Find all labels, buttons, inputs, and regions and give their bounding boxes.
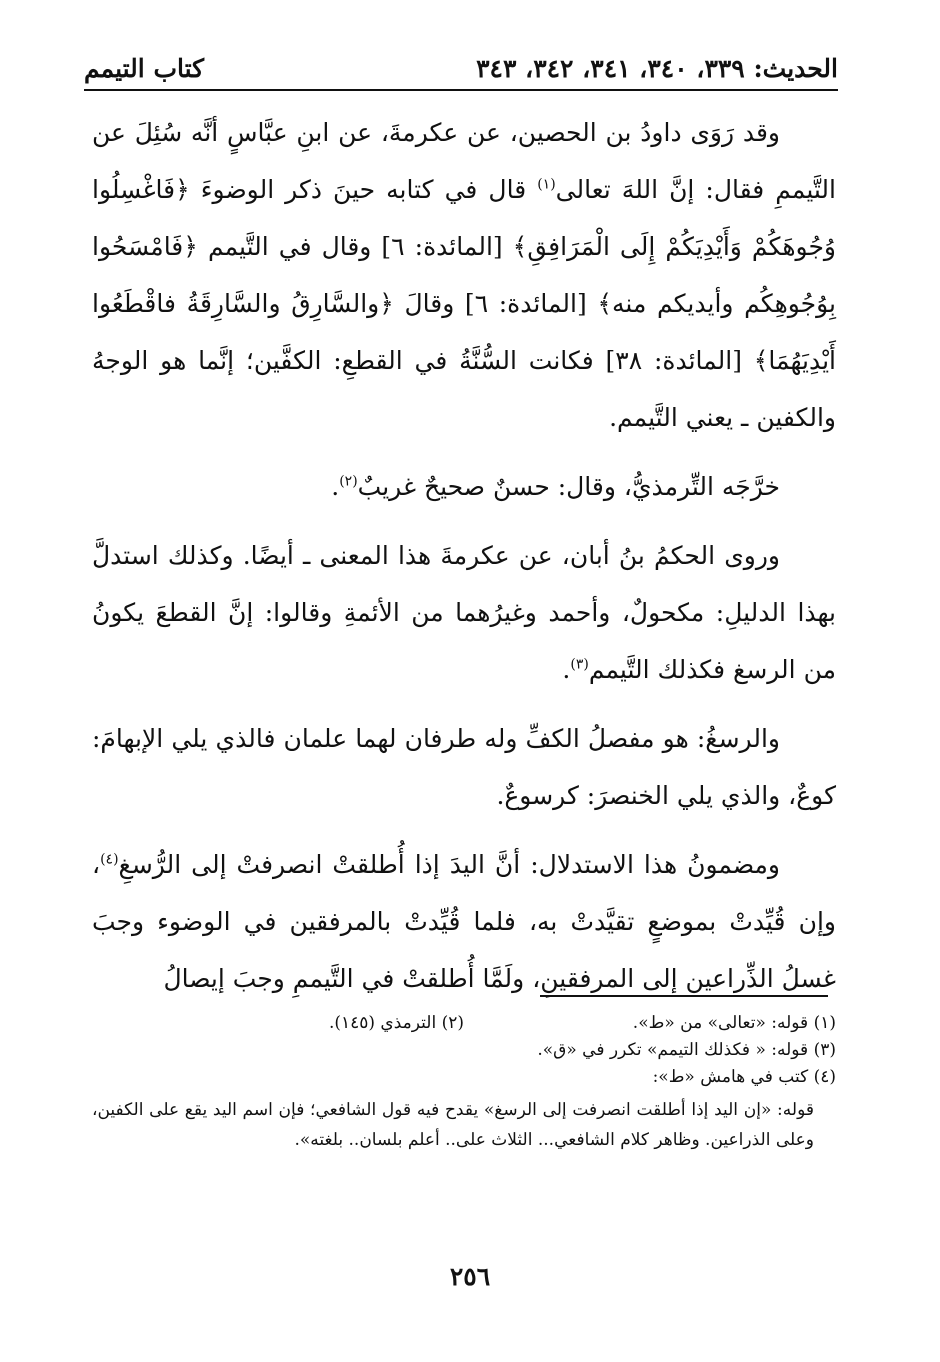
paragraph-text: ، وإن قُيِّدتْ بموضعٍ تقيَّدتْ به، فلما قُيِّدتْ بالمرفقين في الوضوء وجبَ غسلُ الذِّراعين إلى المرفقينِ، ولَمَّا أُطلقتْ في التَّيممِ وجبَ إيصالُ: [92, 850, 836, 993]
paragraph: [92, 458, 836, 515]
paragraph-text: قال في كتابه حينَ ذكر الوضوءَ ﴿فَاغْسِلُوا وُجُوهَكُمْ وَأَيْدِيَكُمْ إِلَى الْمَرَافِقِ﴾ [المائدة: ٦] وقال في التَّيمم ﴿فَامْسَحُوا بِوُجُوهِكُم وأيديكم منه﴾ [المائدة: ٦] وقالَ ﴿والسَّارِقُ والسَّارِقَةُ فاقْطَعُوا أَيْدِيَهُمَا﴾ [المائدة: ٣٨] فكانت السُّنَّةُ في القطعِ: الكفَّين؛ إنَّما هو الوجهُ والكفين ـ يعني التَّيمم.: [92, 175, 836, 432]
paragraph-text: وروى الحكمُ بنُ أبان، عن عكرمةَ هذا المعنى ـ أيضًا. وكذلك استدلَّ بهذا الدليلِ: مكحولٌ، وأحمد وغيرُهما من الأئمةِ وقالوا: إنَّ القطعَ يكونُ من الرسغ فكذلك التَّيمم: [92, 541, 836, 684]
footnote-1: (١) قوله: «تعالى» من «ط».: [632, 1013, 836, 1033]
footnote-4-note: قوله: «إن اليد إذا أطلقت انصرفت إلى الرسغ» يقدح فيه قول الشافعي؛ فإن اسم اليد يقع على الكفين، وعلى الذراعين. وظاهر كلام الشافعي... الثلاث على.. أعلم بلسان.. بلغته».: [92, 1100, 814, 1150]
paragraph-text: .: [562, 655, 571, 684]
paragraph-text: ومضمونُ هذا الاستدلال: أنَّ اليدَ إذا أُطلقتْ انصرفتْ إلى الرُّسغِ: [118, 850, 780, 879]
footnotes: [92, 1010, 836, 1155]
footnote-2: (٢) الترمذي (١٤٥).: [328, 1013, 464, 1033]
book-title: كتاب التيمم: [84, 54, 205, 83]
main-text: [92, 104, 836, 1007]
paragraph-text: وقد رَوَى داودُ بن الحصين، عن عكرمةَ، عن ابنِ عبَّاسٍ أنَّه سُئِلَ عن التَّيممِ فقال: إنَّ اللهَ تعالى: [92, 118, 836, 204]
footnote-ref: (٢): [339, 473, 358, 490]
paragraph: [92, 527, 836, 698]
footnote-4: (٤) كتب في هامش «ط»:: [652, 1067, 836, 1087]
footnote-3: (٣) قوله: « فكذلك التيمم» تكرر في «ق».: [537, 1040, 836, 1060]
running-header: [84, 52, 838, 86]
footnote-ref: (١): [537, 176, 556, 193]
paragraph: [92, 710, 836, 824]
footnote-row: [92, 1010, 836, 1037]
paragraph: [92, 836, 836, 1007]
hadith-numbers: الحديث: ٣٣٩، ٣٤٠، ٣٤١، ٣٤٢، ٣٤٣: [476, 54, 838, 83]
paragraph-text: .: [331, 472, 340, 501]
footnote-rule: [540, 995, 828, 997]
footnote-ref: (٤): [100, 851, 119, 868]
paragraph: [92, 104, 836, 446]
paragraph-text: خرَّجَه التِّرمذيُّ، وقال: حسنٌ صحيحٌ غريبٌ: [357, 472, 780, 501]
footnote-ref: (٣): [570, 656, 589, 673]
paragraph-text: والرسغُ: هو مفصلُ الكفِّ وله طرفان لهما علمان فالذي يلي الإبهامَ: كوعٌ، والذي يلي الخنصرَ: كرسوعٌ.: [92, 724, 836, 810]
header-rule: [84, 89, 838, 91]
page-number: ٢٥٦: [449, 1262, 491, 1291]
